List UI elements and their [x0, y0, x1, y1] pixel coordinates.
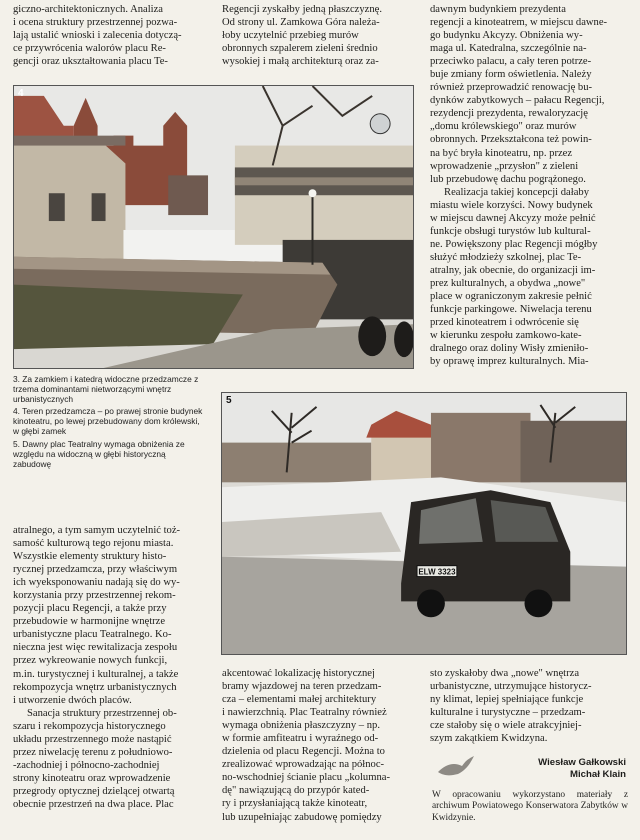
text-line: ry i przysłaniającą także kinoteatr,: [222, 798, 368, 810]
text-line: i nawierzchnią. Plac Teatralny również: [222, 707, 387, 719]
text-line: obronnych. Przekształcona też powin-: [430, 134, 592, 146]
text-line: „domu królewskiego" oraz murów: [430, 121, 577, 133]
text-line: rekompozycja wnętrz urbanistycznych: [13, 681, 177, 693]
bird-ornament-icon: [436, 750, 476, 780]
author-signature: [538, 757, 626, 781]
text-line: łoby uczytelnić przebieg murów: [222, 30, 359, 42]
text-line: by oprawę imprez kulturalnych. Mia-: [430, 356, 589, 368]
text-line: ce przywrócenia walorów placu Re-: [13, 43, 166, 55]
text-line: gencji oraz ukształtowania placu Te-: [13, 56, 168, 68]
sources-note: W opracowaniu wykorzystano materiały z archiwum Powiatowego Konserwatora Zabytków w Kwidzynie.: [432, 790, 628, 823]
author-name: Wiesław Gałkowski: [538, 757, 626, 768]
text-line: buje zmiany form oświetlenia. Należy: [430, 69, 592, 81]
author-name: Michał Klain: [570, 769, 626, 780]
photo-5-number: 5: [226, 395, 232, 406]
text-line: rycznej przedzamcza, przy właściwym: [13, 564, 178, 576]
text-line: miastu wiele korzyści. Nowy budynek: [430, 199, 593, 211]
text-line: m.in. turystycznej i kulturalnej, a także: [13, 668, 179, 680]
text-column-top-left: [13, 3, 216, 68]
text-line: funkcje parkingowe. Niwelacja terenu: [430, 304, 592, 316]
text-line: wysokiej i małą architekturą oraz za-: [222, 56, 379, 68]
text-line: urbanistyczne, utrzymujące historycz-: [430, 681, 592, 693]
text-line: nieczna jest więc rewitalizacja zespołu: [13, 642, 178, 654]
text-line: obecnie przestrzeń na dwa place. Plac: [13, 798, 174, 810]
text-line: przebudowie w harmonijne wnętrze: [13, 616, 166, 628]
text-line: również przeprowadzić renowację bu-: [430, 82, 593, 94]
text-line: cze stałoby się o wiele atrakcyjniej-: [430, 720, 582, 732]
text-line: szym zakątkiem Kwidzyna.: [430, 733, 548, 745]
text-line: atralny, jak obecnie, do organizacji im-: [430, 264, 596, 276]
text-line: dynków zabytkowych – pałacu Regencji,: [430, 95, 605, 107]
text-line: prez kulturalnych, a obydwa „nowe": [430, 277, 586, 289]
text-column-right: [430, 3, 628, 368]
text-line: Od strony ul. Zamkowa Góra należa-: [222, 17, 380, 29]
caption-3: 3. Za zamkiem i katedrą widoczne przedzamcze z trzema dominantami nietworzącymi wnętrz urbanistycznych: [13, 374, 199, 405]
text-column-top-middle: [222, 3, 418, 68]
text-line: no-wschodniej ścianie placu „kolumna-: [222, 772, 390, 784]
text-line: giczno-architektonicznych. Analiza: [13, 4, 164, 15]
text-line: w formie amfiteatru i wyraźnego od-: [222, 733, 379, 745]
text-line: w kierunku zespołu zamkowo-kate-: [430, 330, 582, 342]
text-line: cza – elementami małej architektury: [222, 694, 377, 706]
text-line: dralnego oraz doliny Wisły zmieniło-: [430, 343, 589, 355]
text-line: strony kinoteatru oraz wprowadzenie: [13, 772, 171, 784]
text-line: dę" nawiązującą do przypór kated-: [222, 785, 370, 797]
text-line: place w ograniczonym zakresie pełnić: [430, 291, 592, 303]
text-column-bottom-left: [13, 524, 216, 811]
license-plate: ELW 3323: [418, 567, 456, 577]
text-column-bottom-right: [430, 667, 628, 745]
text-line: bramy wjazdowej na teren przedzam-: [222, 681, 382, 693]
photo-4-castle-courtyard: [13, 85, 414, 369]
text-line: rezydencji prezydenta, rewaloryzację: [430, 108, 588, 120]
text-line: przed kinoteatrem i odwrócenie się: [430, 317, 579, 329]
text-line: Regencji zyskałby jedną płaszczyznę.: [222, 4, 383, 15]
text-line: funkcje obsługi turystów lub kultural-: [430, 225, 591, 237]
text-line: przez wykreowanie nowych funkcji,: [13, 655, 168, 667]
caption-5: 5. Dawny plac Teatralny wymaga obniżenia ze względu na widoczną w głębi historyczną zabudowę: [13, 438, 185, 469]
photo-5-illustration: [222, 393, 626, 654]
text-line: służyć młodzieży szkolnej, plac Te-: [430, 251, 582, 263]
text-line: Realizacja takiej koncepcji dałaby: [444, 186, 590, 198]
text-line: atralnego, a tym samym uczytelnić toż-: [13, 525, 181, 536]
text-column-bottom-middle: [222, 667, 418, 824]
text-line: dzielenia od placu Regencji. Można to: [222, 746, 385, 758]
text-line: zrealizować wprowadzając na północ-: [222, 759, 385, 771]
text-line: lub przebudowę dachu pogrążonego.: [430, 173, 586, 185]
text-line: lają ustalić wnioski i zalecenia dotyczą-: [13, 30, 182, 42]
text-line: układu przestrzennego może nastąpić: [13, 733, 172, 745]
text-line: lub uzupełniając zabudowę pomiędzy: [222, 811, 382, 823]
text-line: maga ul. Katedralna, szczególnie na-: [430, 43, 587, 55]
text-line: wprowadzenie „przysłon" z zieleni: [430, 160, 579, 172]
text-line: i utworzenie dwóch placów.: [13, 694, 132, 706]
text-line: na być bryła kinoteatru, np. przez: [430, 147, 573, 159]
photo-4-illustration: [14, 86, 413, 368]
text-line: kulturalne i turystyczne – przedzam-: [430, 707, 586, 719]
text-line: dawnym budynkiem prezydenta: [430, 4, 566, 15]
text-line: sto zyskałoby dwa „nowe" wnętrza: [430, 668, 580, 679]
text-line: ny klimat, lepiej spełniające funkcje: [430, 694, 584, 706]
text-line: go budynku Akcyzy. Obniżenia wy-: [430, 30, 583, 42]
text-line: przeciwko palacu, a cały teren potrze-: [430, 56, 592, 68]
photo-5-theatre-square: [221, 392, 627, 655]
photo-4-number: 4: [18, 88, 24, 99]
text-line: w miejscu dawnej Akcyzy może pełnić: [430, 212, 596, 224]
text-line: regencji a kinoteatrem, w miejscu dawne-: [430, 17, 608, 29]
text-line: akcentować lokalizację historycznej: [222, 668, 375, 679]
text-line: pozycji placu Regencji, a także przy: [13, 603, 167, 615]
text-line: -zachodniej i północno-zachodniej: [13, 759, 160, 771]
text-line: samość kulturową tego rejonu miasta.: [13, 538, 174, 550]
text-line: wymaga obniżenia płaszczyzny – np.: [222, 720, 380, 732]
text-line: przegrody optycznej dzielącej otwartą: [13, 785, 175, 797]
text-line: urbanistyczne placu Teatralnego. Ko-: [13, 629, 172, 641]
text-line: przez niwelację terenu z południowo-: [13, 746, 173, 758]
text-line: ich wyeksponowaniu nadają się do wy-: [13, 577, 180, 589]
text-line: ne. Powiększony plac Regencji mógłby: [430, 238, 598, 250]
photo-captions: [13, 374, 203, 471]
text-line: korzystania przy przestrzennej rekom-: [13, 590, 176, 602]
text-line: Wszystkie elementy struktury histo-: [13, 551, 167, 563]
text-line: i ocena struktury przestrzennej pozwa-: [13, 17, 178, 29]
caption-4: 4. Teren przedzamcza – po prawej stronie budynek kinoteatru, po lewej przebudowany dom królewski, w głębi zamek: [13, 406, 203, 437]
text-line: Sanacja struktury przestrzennej ob-: [27, 707, 177, 719]
text-line: obronnych szpalerem zieleni średnio: [222, 43, 378, 55]
text-line: szaru i rekompozycja historycznego: [13, 720, 166, 732]
